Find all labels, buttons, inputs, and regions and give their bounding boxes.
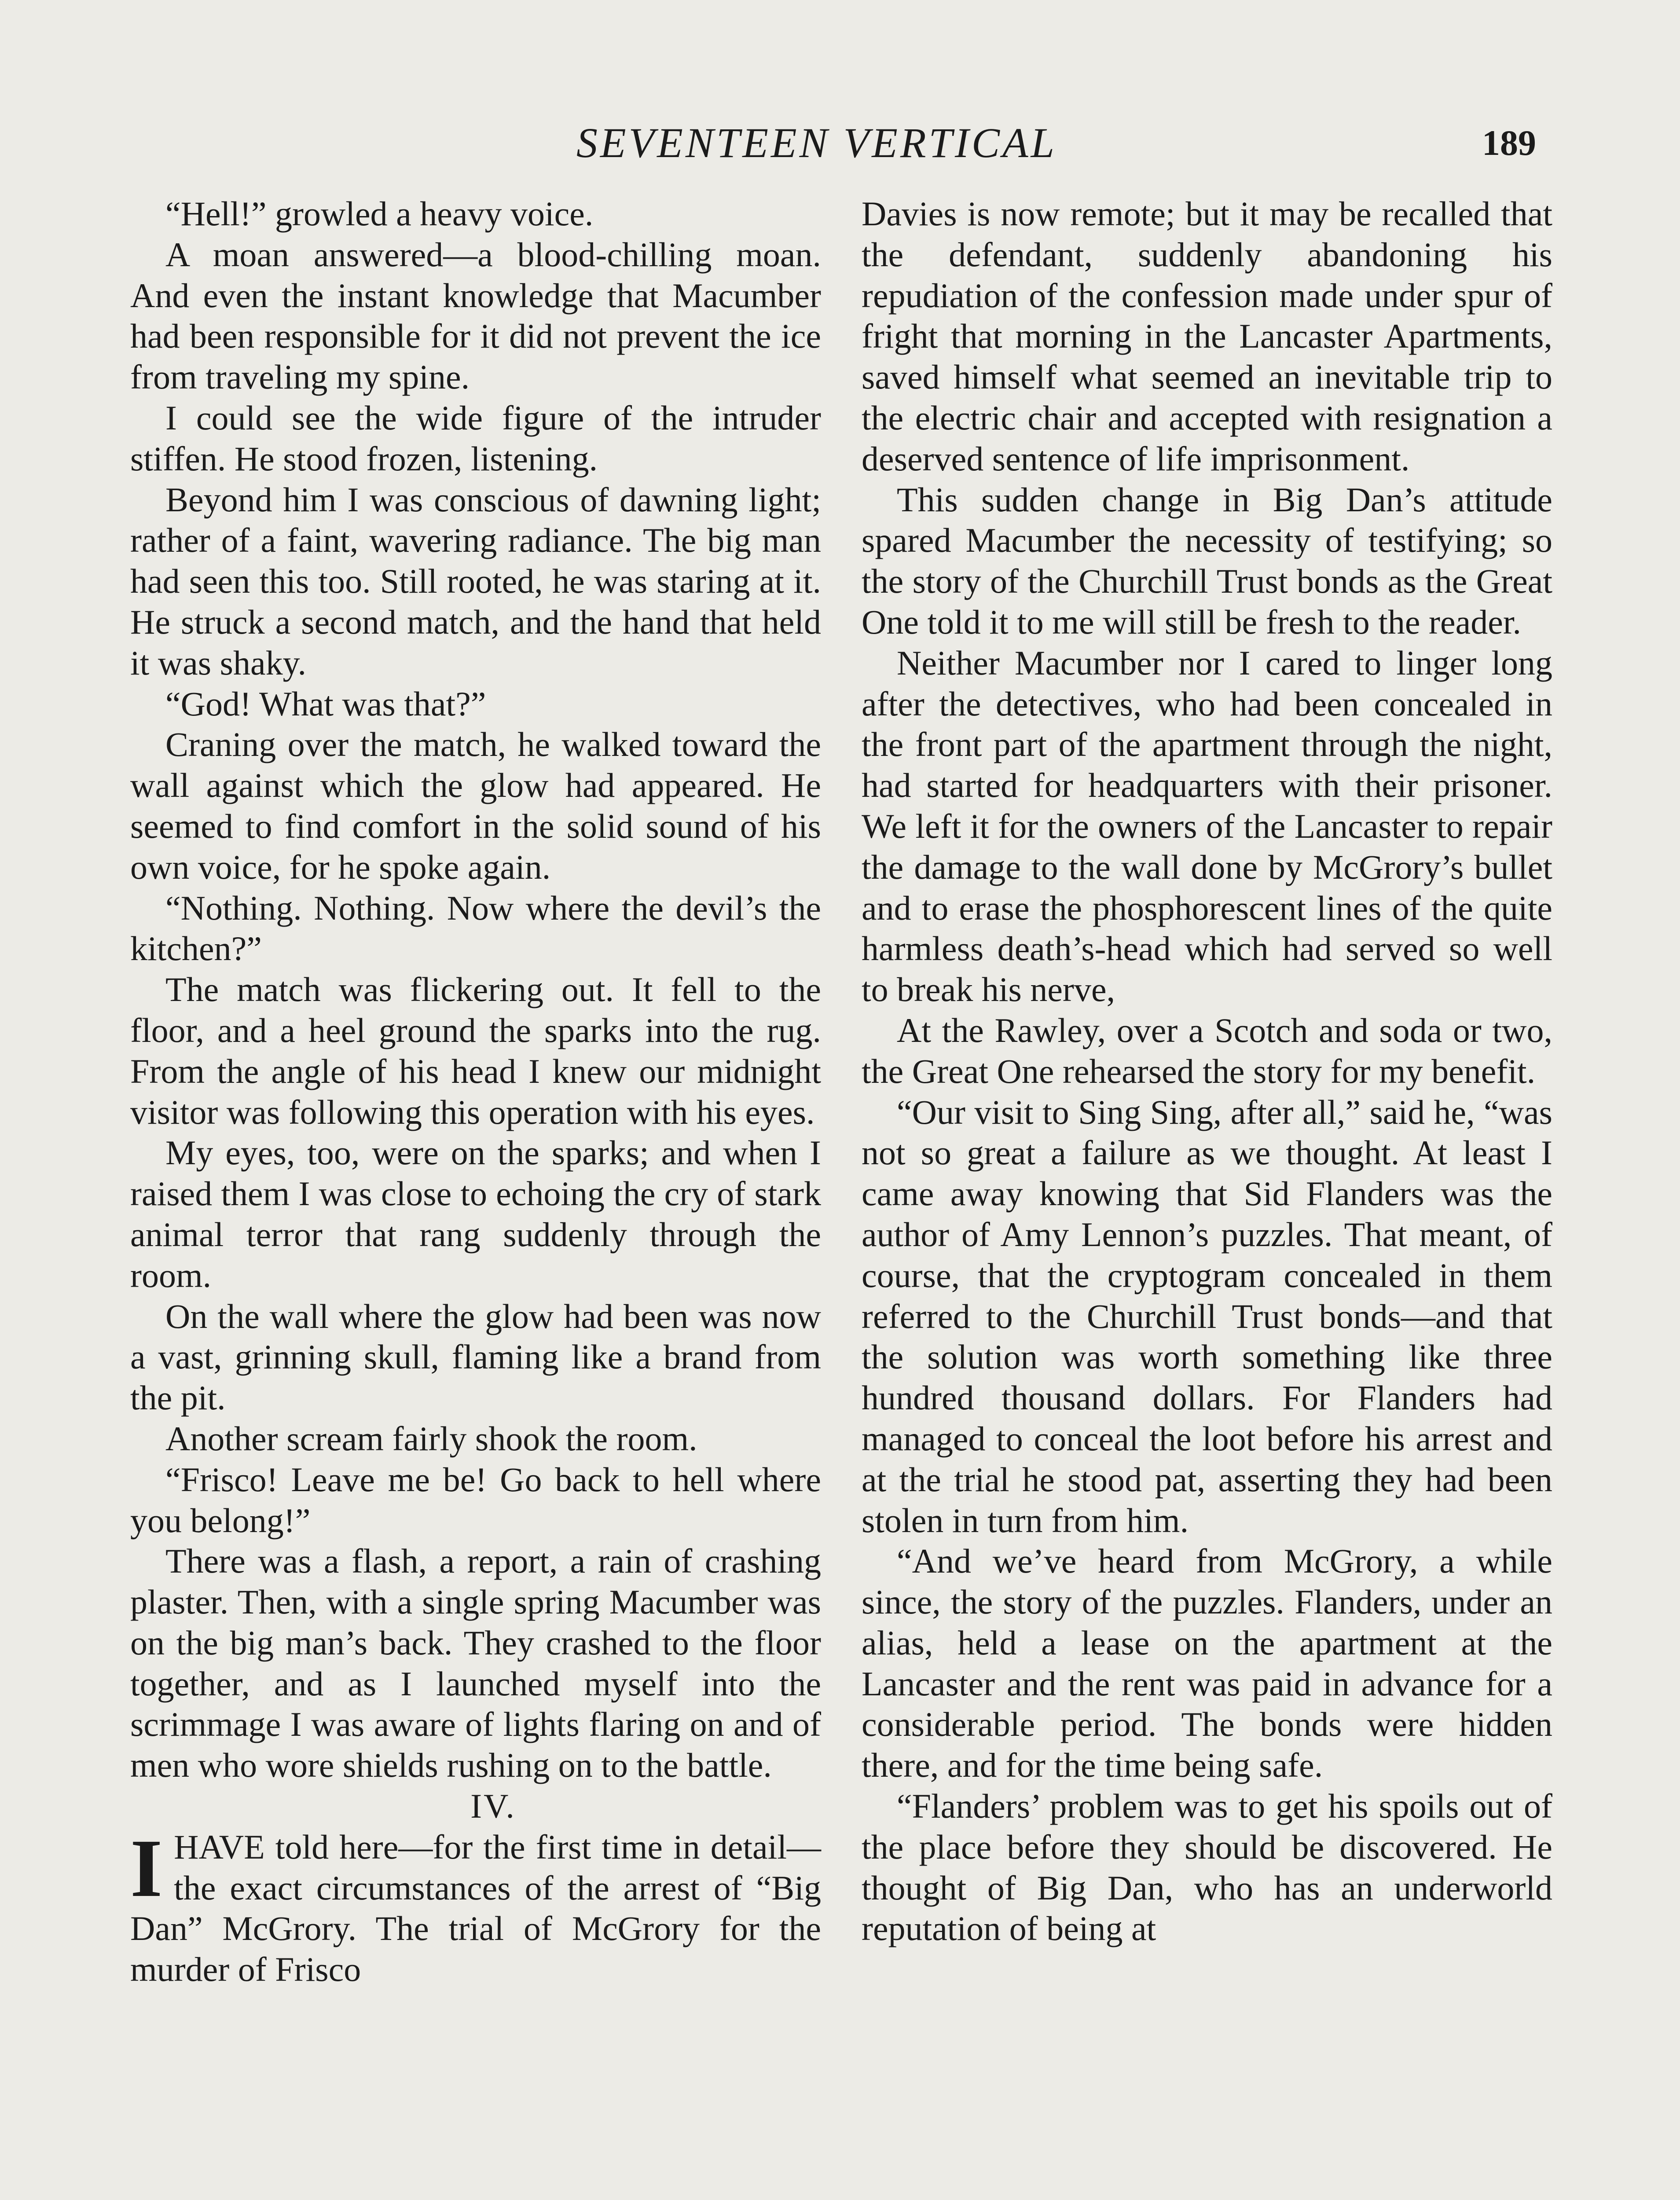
paragraph: A moan answered—a blood-chilling moan. And even the instant knowledge that Macumber had been responsible for it did not prevent the ice from traveling my spine. bbox=[130, 235, 821, 396]
paragraph: The match was flickering out. It fell to the floor, and a heel ground the sparks into the rug. From the angle of his head I knew our midnight visitor was following this operation with his eyes. bbox=[130, 970, 821, 1131]
paragraph: My eyes, too, were on the sparks; and when I raised them I was close to echoing the cry of stark animal terror that rang suddenly through the room. bbox=[130, 1133, 821, 1294]
paragraph: On the wall where the glow had been was now a vast, grinning skull, flaming like a brand from the pit. bbox=[130, 1297, 821, 1417]
paragraph: Beyond him I was conscious of dawning light; rather of a faint, wavering radiance. The big man had seen this too. Still rooted, he was staring at it. He struck a second match, and the hand that held it was shaky. bbox=[130, 480, 821, 682]
page-header bbox=[0, 110, 1680, 176]
paragraph: Craning over the match, he walked toward the wall against which the glow had appeared. He seemed to find comfort in the solid sound of his own voice, for he spoke again. bbox=[130, 725, 821, 886]
paragraph: “Nothing. Nothing. Now where the devil’s the kitchen?” bbox=[130, 888, 821, 968]
paragraph: There was a flash, a report, a rain of crashing plaster. Then, with a single spring Macumber was on the big man’s back. They crashed to the floor together, and as I launched myself into the scrimmage I was aware of lights flaring on and of men who wore shields rushing on to the battle. bbox=[130, 1542, 821, 1785]
paragraph: I could see the wide figure of the intruder stiffen. He stood frozen, listening. bbox=[130, 398, 821, 478]
paragraph: This sudden change in Big Dan’s attitude spared Macumber the necessity of testifying; so the story of the Churchill Trust bonds as the Great One told it to me will still be fresh to the reader. bbox=[862, 480, 1552, 641]
paragraph: “And we’ve heard from McGrory, a while since, the story of the puzzles. Flanders, under an alias, held a lease on the apartment at the Lancaster and the rent was paid in advance for a considerable period. The bonds were hidden there, and for the time being safe. bbox=[862, 1542, 1552, 1785]
left-column bbox=[130, 194, 821, 1990]
paragraph: “Flanders’ problem was to get his spoils out of the place before they should be discovered. He thought of Big Dan, who has an underworld reputation of being at bbox=[862, 1787, 1552, 1948]
dropcap-paragraph bbox=[130, 1822, 821, 1990]
paragraph: Another scream fairly shook the room. bbox=[165, 1419, 697, 1458]
page-number: 189 bbox=[1482, 123, 1536, 163]
continued-paragraph: Davies is now remote; but it may be recalled that the defendant, suddenly abandoning his repudiation of the confession made under spur of fright that morning in the Lancaster Apartments, saved himself what seemed an inevitable trip to the electric chair and accepted with resignation a deserved sentence of life imprisonment. bbox=[862, 194, 1552, 478]
paragraph: “Hell!” growled a heavy voice. bbox=[165, 194, 594, 233]
paragraph: Neither Macumber nor I cared to linger long after the detectives, who had been concealed in the front part of the apartment through the night, had started for headquarters with their prisoner. We left it for the owners of the Lancaster to repair the damage to the wall done by McGrory’s bullet and to erase the phosphorescent lines of the quite harmless death’s-head which had served so well to break his nerve, bbox=[862, 643, 1552, 1009]
section-heading: IV. bbox=[470, 1787, 516, 1826]
paragraph: “Frisco! Leave me be! Go back to hell where you belong!” bbox=[130, 1460, 821, 1540]
drop-cap: I bbox=[130, 1822, 163, 1914]
running-title: SEVENTEEN VERTICAL bbox=[576, 119, 1057, 166]
right-column bbox=[862, 194, 1552, 1949]
paragraph: At the Rawley, over a Scotch and soda or two, the Great One rehearsed the story for my benefit. bbox=[862, 1011, 1552, 1090]
paragraph: “Our visit to Sing Sing, after all,” said he, “was not so great a failure as we thought. At least I came away knowing that Sid Flanders was the author of Amy Lennon’s puzzles. That meant, of course, that the cryptogram concealed in them referred to the Churchill Trust bonds—and that the solution was worth something like three hundred thousand dollars. For Flanders had managed to conceal the loot before his arrest and at the trial he stood pat, asserting they had been stolen in turn from him. bbox=[862, 1093, 1552, 1540]
dropcap-paragraph-text: HAVE told here—for the first time in detail—the exact circumstances of the arrest of “Big Dan” McGrory. The trial of McGrory for the murder of Frisco bbox=[130, 1827, 821, 1989]
paragraph: “God! What was that?” bbox=[165, 684, 486, 723]
